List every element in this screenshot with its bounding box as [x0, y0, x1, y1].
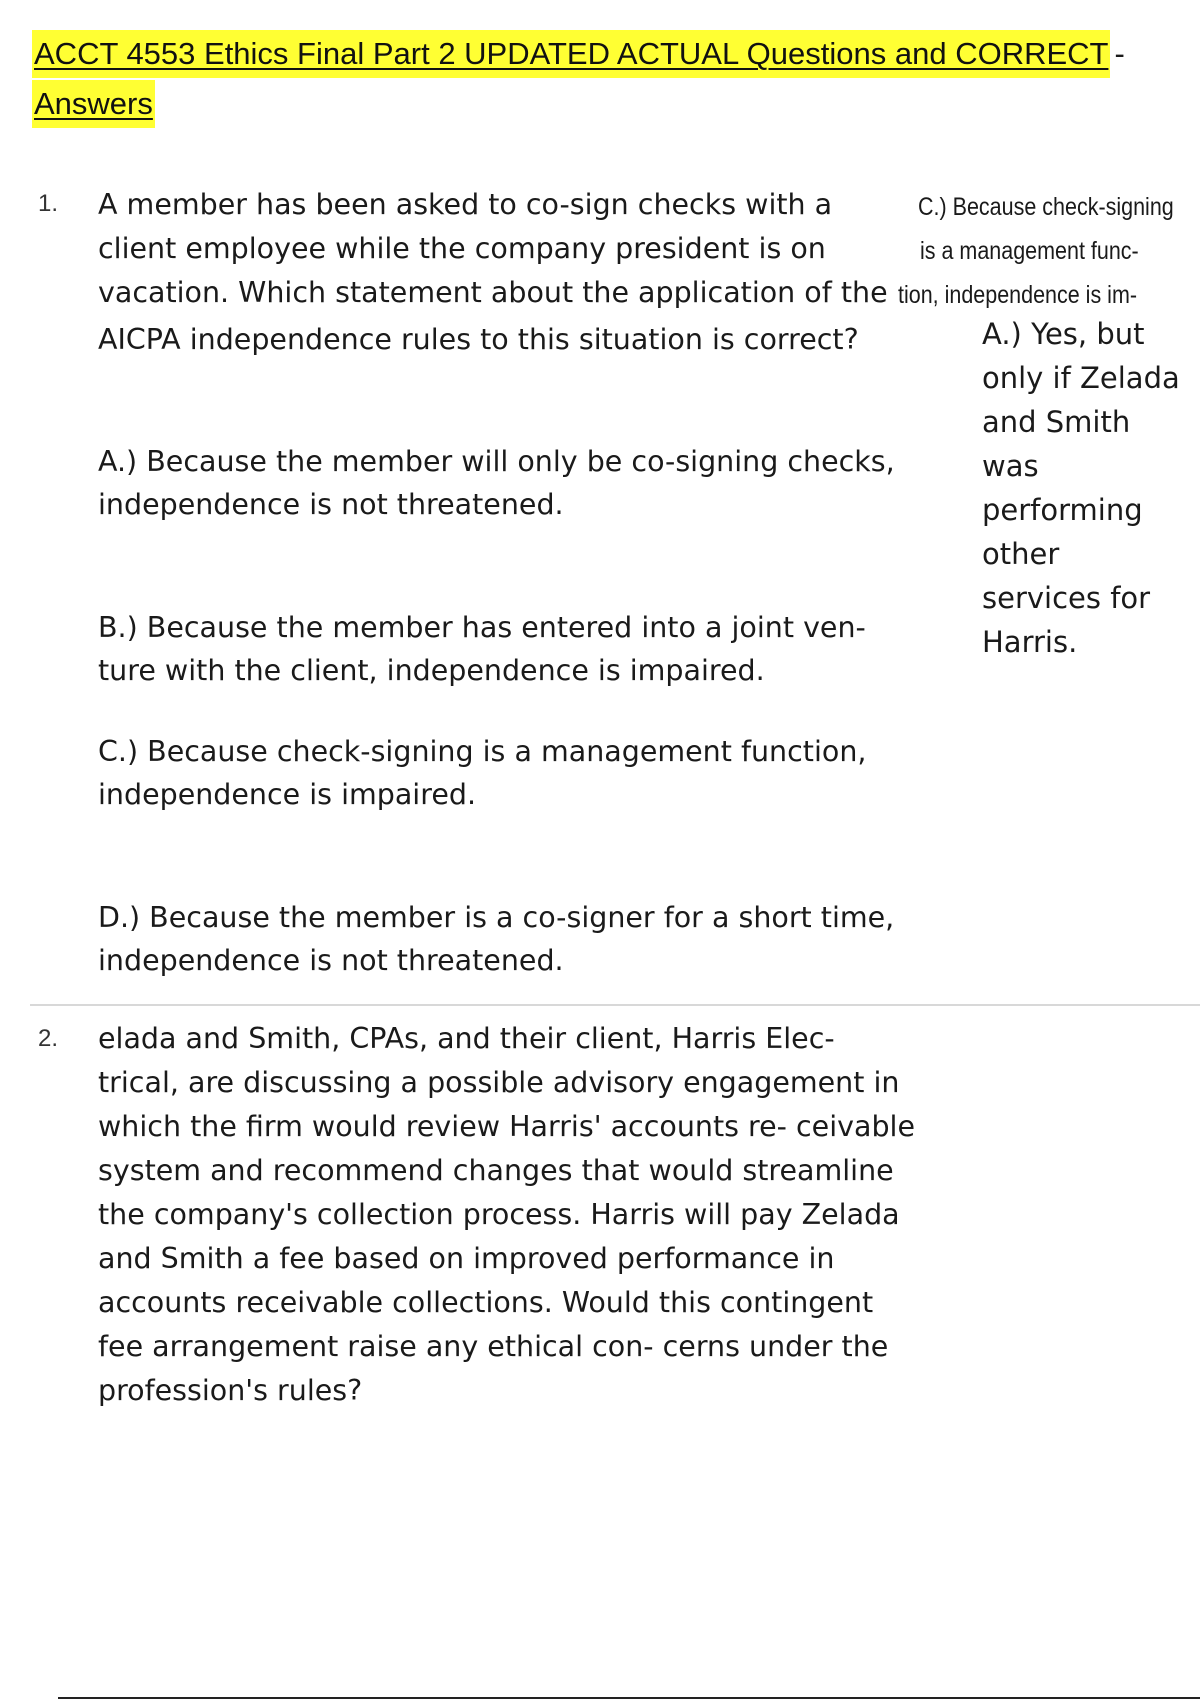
- answer-text-line: C.) Because check-signing: [918, 193, 1174, 221]
- title-line-1: ACCT 4553 Ethics Final Part 2 UPDATED ACTUAL Questions and CORRECT: [32, 30, 1110, 78]
- question-text-line: AICPA independence rules to this situation is correct?: [98, 323, 859, 356]
- question-text-line: vacation. Which statement about the application of the: [98, 276, 888, 309]
- footer-rule: [58, 1697, 1200, 1699]
- question-text: elada and Smith, CPAs, and their client, Harris Elec- trical, are discussing a possible advisory engagement in which the firm would review Harris' accounts re- ceivable system and recommend changes that would streamline the company's collection process. Harris will pay Zelada and Smith a fee based on improved performance in accounts receivable collections. Would this contingent fee arrangement raise any ethical con- cerns under the profession's rules?: [98, 1022, 915, 1407]
- option-a: A.) Because the member will only be co-signing checks, independence is not threatened.: [98, 445, 895, 521]
- option-b: B.) Because the member has entered into a joint ven- ture with the client, independence is impaired.: [98, 611, 866, 687]
- question-number: 1.: [38, 190, 59, 217]
- answer-text: A.) Yes, but only if Zelada and Smith was performing other services for Harris.: [982, 317, 1180, 659]
- question-number: 2.: [38, 1025, 59, 1052]
- option-d: D.) Because the member is a co-signer for a short time, independence is not threatened.: [98, 901, 895, 977]
- title-line-2: Answers: [32, 80, 155, 128]
- question-divider: [30, 1004, 1200, 1006]
- answer-text-line: is a management func-: [920, 237, 1139, 265]
- option-c: C.) Because check-signing is a management function, independence is impaired.: [98, 735, 867, 811]
- title-dash: -: [1114, 36, 1125, 71]
- question-text-line: client employee while the company president is on: [98, 232, 826, 265]
- answer-text-line: tion, independence is im-: [898, 281, 1138, 309]
- question-text-line: A member has been asked to co-sign checks with a: [98, 188, 833, 221]
- document-title: [32, 30, 1132, 128]
